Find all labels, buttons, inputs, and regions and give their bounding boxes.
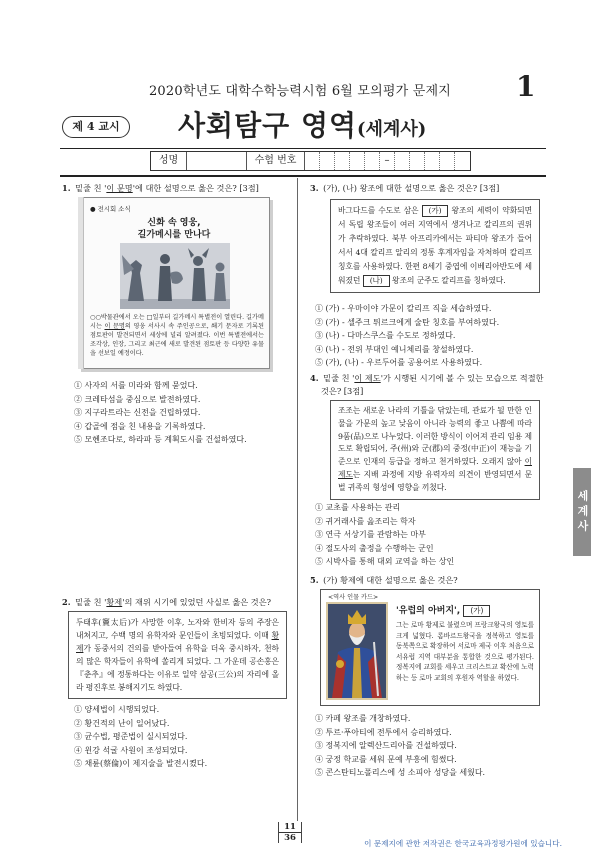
id-label: 수험 번호 [247, 152, 305, 170]
period-badge: 제 4 교시 [62, 116, 130, 138]
q1-number: 1. [62, 183, 71, 193]
q1-stem-text-end: '에 대한 설명으로 옳은 것은? [3점] [132, 183, 259, 193]
q3-option-2: ② (가) - 셀주크 튀르크에게 술탄 칭호를 부여하였다. [315, 317, 500, 327]
exam-type-number: 1 [516, 70, 536, 103]
q3-number: 3. [310, 183, 319, 193]
q1-stem-text: 밑줄 친 ' [75, 183, 107, 193]
q4-option-3: ③ 연극 서상기를 관람하는 마부 [315, 530, 426, 539]
figure-caption [90, 313, 264, 358]
figure-title [78, 217, 270, 241]
subject-detail: (세계사) [357, 119, 427, 140]
q5-number: 5. [310, 575, 319, 585]
id-digit-cell [350, 152, 365, 170]
q3-option-4: ④ (나) - 전위 부대인 예니체리를 창설하였다. [315, 344, 474, 354]
page-number [278, 822, 302, 843]
q4-stem [310, 372, 544, 398]
id-digit-cell [440, 152, 455, 170]
q5-stem-text: (가) 황제에 대한 설명으로 옳은 것은? [323, 575, 458, 585]
q4-passage-box [330, 400, 540, 500]
q4-stem-text-end: '가 시행된 시기에 볼 수 있는 모습으로 적절한 것은? [3점] [321, 373, 544, 396]
q5-option-5: ⑤ 콘스탄티노폴리스에 성 소피아 성당을 세웠다. [315, 768, 486, 777]
q5-options [315, 712, 485, 780]
page-current: 11 [279, 822, 301, 833]
q4-stem-underline: 이 제도 [354, 373, 381, 383]
q3-stem-text: (가), (나) 왕조에 대한 설명으로 옳은 것은? [3점] [323, 183, 500, 193]
subject-main: 사회탐구 영역 [178, 109, 358, 142]
card-description: 그는 로마 황제로 불렸으며 프랑크왕국의 영토를 크게 넓혔다. 롬바르드왕국을 정복하고 영토를 동북쪽으로 확장하여 서로마 제국 이후 처음으로 서유럽 지역 대부분을 통합한 것으로 평가된다. 정복지에 교회를 세우고 크리스트교 확산에 노력하는 등 로마 교회의 후원자 역할을 하였다. [396, 621, 534, 682]
name-label: 성명 [151, 152, 187, 170]
page-total: 36 [284, 833, 296, 843]
q1-exhibition-figure [78, 197, 276, 373]
q3-option-3: ③ (나) - 다마스쿠스를 수도로 정하였다. [315, 331, 456, 340]
id-digit-cell [455, 152, 470, 170]
emperor-portrait [326, 602, 388, 700]
q3-option-1: ① (가) - 우마이야 가문이 칼리프 직을 세습하였다. [315, 304, 492, 313]
card-title-text: '유럽의 아버지', [396, 606, 464, 616]
q1-stem [62, 182, 259, 195]
q3-passage-text: 바그다드를 수도로 삼은 [338, 206, 422, 215]
q4-option-1: ① 교초를 사용하는 관리 [315, 503, 401, 512]
card-label: <역사 인물 카드> [328, 594, 379, 601]
name-field [187, 152, 247, 170]
q1-option-3: ③ 지구라트라는 신전을 건립하였다. [74, 408, 201, 417]
q3-blank-na: (나) [363, 275, 390, 287]
caption-text-end: 의 영웅 서사시 속 주인공으로, 쐐기 문자로 기록된 점토판이 발견되면서 세상에 널리 알려졌다. 이번 특별전에서는 조각상, 인장, 그리고 최근에 새로 발견된 점토판 등 다양한 유물을 선보일 예정이다. [90, 323, 265, 357]
q2-stem [62, 596, 271, 609]
q5-option-2: ② 투르·푸아티에 전투에서 승리하였다. [315, 727, 452, 737]
id-dash: – [380, 152, 395, 170]
q1-options [74, 379, 247, 447]
q4-number: 4. [310, 373, 319, 383]
figure-title-line: 신화 속 영웅, [147, 218, 201, 228]
q3-passage-text-end: 왕조의 군주도 칼리프를 칭하였다. [389, 276, 506, 285]
q1-option-4: ④ 갑골에 점을 친 내용을 기록하였다. [74, 421, 206, 431]
q4-option-4: ④ 절도사의 출정을 수행하는 군인 [315, 543, 434, 553]
q4-option-5: ⑤ 시박사를 통해 대외 교역을 하는 상인 [315, 557, 455, 566]
q2-stem-text: 밑줄 친 ' [75, 597, 107, 607]
q3-option-5: ⑤ (가), (나) - 우르두어를 공용어로 사용하였다. [315, 358, 483, 367]
subject-title [178, 104, 426, 144]
q2-passage-underline: 황제 [76, 631, 279, 653]
q2-option-4: ④ 윈강 석굴 사원이 조성되었다. [74, 745, 188, 755]
exam-title: 2020학년도 대학수학능력시험 6월 모의평가 문제지 [148, 84, 452, 99]
q4-passage-underline: 이 제도 [338, 457, 532, 479]
q5-stem [310, 574, 458, 587]
id-digit-cell [335, 152, 350, 170]
q2-passage-text-end: 가 동중서의 건의를 받아들여 유학을 더욱 중시하자, 천하의 많은 학자들이 유학에 쏠리게 되었다. 그 가운데 공손홍은 『춘추』에 정통하다는 이유로 일약 삼공(三公)의 자리에 올라 평진후로 봉해지기도 하였다. [76, 644, 279, 692]
q2-option-3: ③ 균수법, 평준법이 실시되었다. [74, 732, 188, 741]
column-divider [297, 178, 298, 821]
header-rule [60, 148, 546, 149]
q4-passage-text-end: 는 지배 과정에 지방 유력자의 의견이 반영되면서 문벌 귀족의 형성에 영향을 끼쳤다. [338, 469, 532, 492]
figure-title-line: 길가메시를 만나다 [137, 230, 211, 240]
q1-option-1: ① 사자의 서를 미라와 함께 묻었다. [74, 381, 198, 390]
id-digit-cell [365, 152, 380, 170]
candidate-info-row [150, 151, 471, 171]
subject-side-tab: 세계사 [573, 468, 591, 556]
caption-underline: 이 문명 [104, 323, 125, 330]
copyright-notice: 이 문제지에 관한 저작권은 한국교육과정평가원에 있습니다. [364, 839, 562, 848]
header-rule-thick [60, 175, 546, 177]
q3-options [315, 302, 499, 370]
q1-option-2: ② 크레타섬을 중심으로 발전하였다. [74, 394, 201, 404]
q2-passage-box [68, 611, 287, 699]
q1-stem-underline: 이 문명 [106, 183, 133, 193]
q2-stem-text-end: '의 재위 시기에 있었던 사실로 옳은 것은? [122, 597, 271, 607]
card-title [396, 603, 490, 617]
id-digit-cell [410, 152, 425, 170]
q4-stem-text: 밑줄 친 ' [323, 373, 355, 383]
q4-passage-text: 조조는 새로운 나라의 기틀을 닦았는데, 관료가 될 만한 인물을 가문의 높고 낮음이 아니라 능력의 좋고 나쁨에 따라 9품(品)으로 나누었다. 이러한 방식이 이어져 관리 임용 제도로 확립되어, 주(州)와 군(郡)의 중정(中正)이 재능을 기준으로 인재의 등급을 정하고 천거하였다. 오래지 않아 [338, 406, 532, 467]
q2-options [74, 703, 207, 771]
figure-label: ● 전시회 소식 [90, 205, 131, 213]
q1-option-5: ⑤ 모헨조다로, 하라파 등 계획도시를 건설하였다. [74, 435, 247, 444]
id-digit-cell [395, 152, 410, 170]
q4-options [315, 501, 454, 569]
q3-blank-ga: (가) [422, 205, 449, 217]
id-digit-cell [425, 152, 440, 170]
q2-stem-underline: 황제 [106, 597, 123, 607]
relief-figure-attendant [214, 263, 226, 302]
q4-option-2: ② 귀거래사를 읊조리는 학자 [315, 516, 416, 526]
q3-passage-box [330, 199, 540, 293]
caption-text: ○○박물관에서 오는 □일부터 길가메시 특별전이 열린다. 길가메시는 [90, 314, 264, 330]
q2-option-5: ⑤ 채륜(蔡倫)이 제지술을 발전시켰다. [74, 759, 208, 768]
q5-option-4: ④ 궁정 학교를 세워 문예 부흥에 힘썼다. [315, 754, 457, 764]
q2-passage-text: 두태후(竇太后)가 사망한 이후, 노자와 한비자 등의 주장은 내쳐지고, 수백 명의 유학자와 문인들이 초빙되었다. 이때 [76, 618, 279, 640]
gilgamesh-relief-illustration [120, 243, 230, 309]
q2-number: 2. [62, 597, 71, 607]
q5-option-1: ① 카페 왕조를 개창하였다. [315, 714, 411, 723]
q3-passage-text: 왕조의 세력이 약화되면서 독립 왕조들이 여러 지역에서 생겨나고 칼리프의 권위가 추락하였다. 북부 아프리카에서는 파티마 왕조가 들어서서 4대 칼리프 알리의 정통 후계자임을 자처하며 칼리프 칭호를 사용하였다. 한편 8세기 중엽에 이베리아반도에 세워졌던 [338, 206, 532, 285]
q5-option-3: ③ 정복지에 알렉산드리아를 건설하였다. [315, 741, 457, 750]
q3-stem [310, 182, 499, 195]
id-digit-cell [320, 152, 335, 170]
q2-option-1: ① 양세법이 시행되었다. [74, 705, 160, 714]
id-digit-cell [305, 152, 320, 170]
q5-blank-ga: (가) [463, 605, 490, 617]
q2-option-2: ② 황건적의 난이 일어났다. [74, 718, 170, 728]
